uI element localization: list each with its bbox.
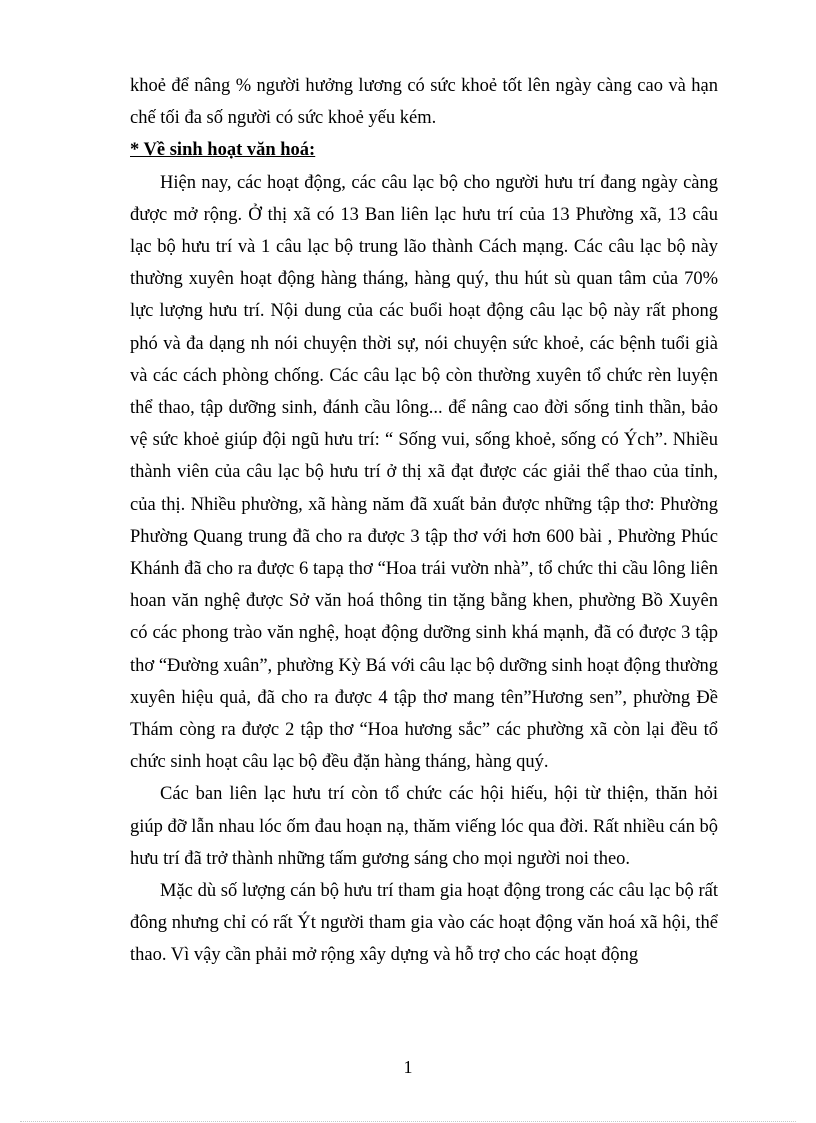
section-heading: * Về sinh hoạt văn hoá: [130, 140, 316, 161]
continued-paragraph: khoẻ để nâng % người hưởng lương có sức khoẻ tốt lên ngày càng cao và hạn chế tối đa số người có sức khoẻ yếu kém. [130, 76, 718, 129]
document-body [130, 70, 718, 972]
body-paragraph-participation: Mặc dù số lượng cán bộ hưu trí tham gia hoạt động trong các câu lạc bộ rất đông nhưng chỉ có rất Ýt người tham gia vào các hoạt động văn hoá xã hội, thể thao. Vì vậy cần phải mở rộng xây dựng và hỗ trợ cho các hoạt động [130, 881, 718, 966]
page-bottom-rule [20, 1121, 796, 1122]
body-paragraph-activities: Hiện nay, các hoạt động, các câu lạc bộ cho người hưu trí đang ngày càng được mở rộng. Ở thị xã có 13 Ban liên lạc hưu trí của 13 Phường xã, 13 câu lạc bộ hưu trí và 1 câu lạc bộ trung lão thành Cách mạng. Các câu lạc bộ này thường xuyên hoạt động hàng tháng, hàng quý, thu hút sù quan tâm của 70% lực lượng hưu trí. Nội dung của các buổi hoạt động câu lạc bộ này rất phong phó và đa dạng nh nói chuyện thời sự, nói chuyện sức khoẻ, các bệnh tuổi già và các cách phòng chống. Các câu lạc bộ còn thường xuyên tổ chức rèn luyện thể thao, tập dưỡng sinh, đánh cầu lông... để nâng cao đời sống tinh thần, bảo vệ sức khoẻ giúp đội ngũ hưu trí: “ Sống vui, sống khoẻ, sống có Ých”. Nhiều thành viên của câu lạc bộ hưu trí ở thị xã đạt được các giải thể thao của tỉnh, của thị. Nhiều phường, xã hàng năm đã xuất bản được những tập thơ: Phường Phường Quang trung đã cho ra được 3 tập thơ với hơn 600 bài , Phường Phúc Khánh đã cho ra được 6 tapạ thơ “Hoa trái vườn nhà”, tổ chức thi cầu lông liên hoan văn nghệ được Sở văn hoá thông tin tặng bằng khen, phường Bồ Xuyên có các phong trào văn nghệ, hoạt động dưỡng sinh khá mạnh, đã có được 3 tập thơ “Đường xuân”, phường Kỳ Bá với câu lạc bộ dưỡng sinh hoạt động thường xuyên hiệu quả, đã cho ra được 4 tập thơ mang tên”Hương sen”, phường Đề Thám còng ra được 2 tập thơ “Hoa hương sắc” các phường xã còn lại đều tổ chức sinh hoạt câu lạc bộ đều đặn hàng tháng, hàng quý. [130, 172, 718, 773]
body-paragraph-liaison: Các ban liên lạc hưu trí còn tổ chức các hội hiếu, hội từ thiện, thăn hỏi giúp đỡ lẫn nhau lóc ốm đau hoạn nạ, thăm viếng lóc qua đời. Rất nhiều cán bộ hưu trí đã trở thành những tấm gương sáng cho mọi người noi theo. [130, 784, 718, 869]
page-number: 1 [403, 1057, 413, 1077]
